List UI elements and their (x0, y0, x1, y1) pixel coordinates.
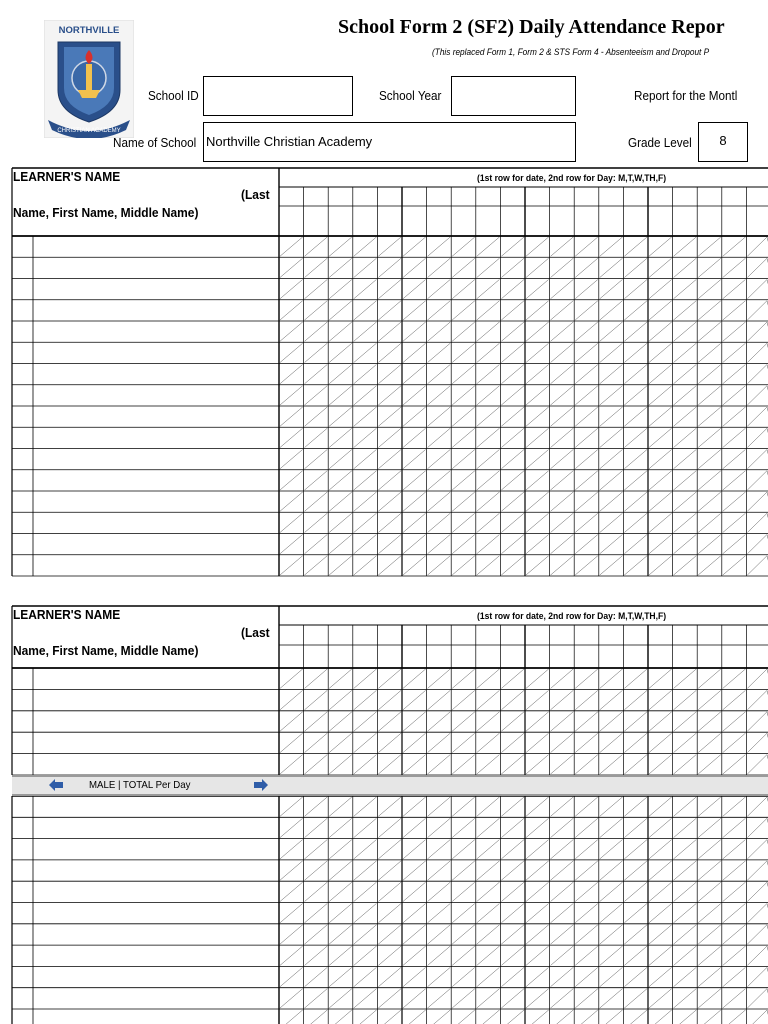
day-note-1: (1st row for date, 2nd row for Day: M,T,W,TH,F) (477, 173, 667, 184)
grade-level-label: Grade Level (628, 135, 692, 150)
learner-name-header-1: LEARNER'S NAME (13, 169, 121, 184)
page-title: School Form 2 (SF2) Daily Attendance Repor (338, 16, 725, 38)
male-total-label: MALE | TOTAL Per Day (89, 779, 191, 791)
name-order-label-2: Name, First Name, Middle Name) (13, 643, 199, 658)
last-label-2: (Last (241, 625, 270, 640)
arrow-left-icon[interactable] (49, 779, 63, 791)
logo-bottom-text: CHRISTIAN ACADEMY (57, 128, 121, 134)
learner-name-header-2: LEARNER'S NAME (13, 607, 121, 622)
report-month-label: Report for the Montl (634, 88, 738, 103)
school-name-label: Name of School (113, 135, 197, 150)
school-year-label: School Year (379, 88, 442, 103)
school-id-label: School ID (148, 88, 199, 103)
logo-top-text: NORTHVILLE (58, 25, 120, 36)
school-name-field[interactable]: Northville Christian Academy (203, 122, 576, 162)
day-note-2: (1st row for date, 2nd row for Day: M,T,W,TH,F) (477, 611, 667, 622)
last-label-1: (Last (241, 187, 270, 202)
grade-level-field[interactable]: 8 (698, 122, 748, 162)
page-subtitle: (This replaced Form 1, Form 2 & STS Form 4 - Absenteeism and Dropout P (432, 47, 710, 57)
arrow-right-icon[interactable] (254, 779, 268, 791)
name-order-label-1: Name, First Name, Middle Name) (13, 205, 199, 220)
